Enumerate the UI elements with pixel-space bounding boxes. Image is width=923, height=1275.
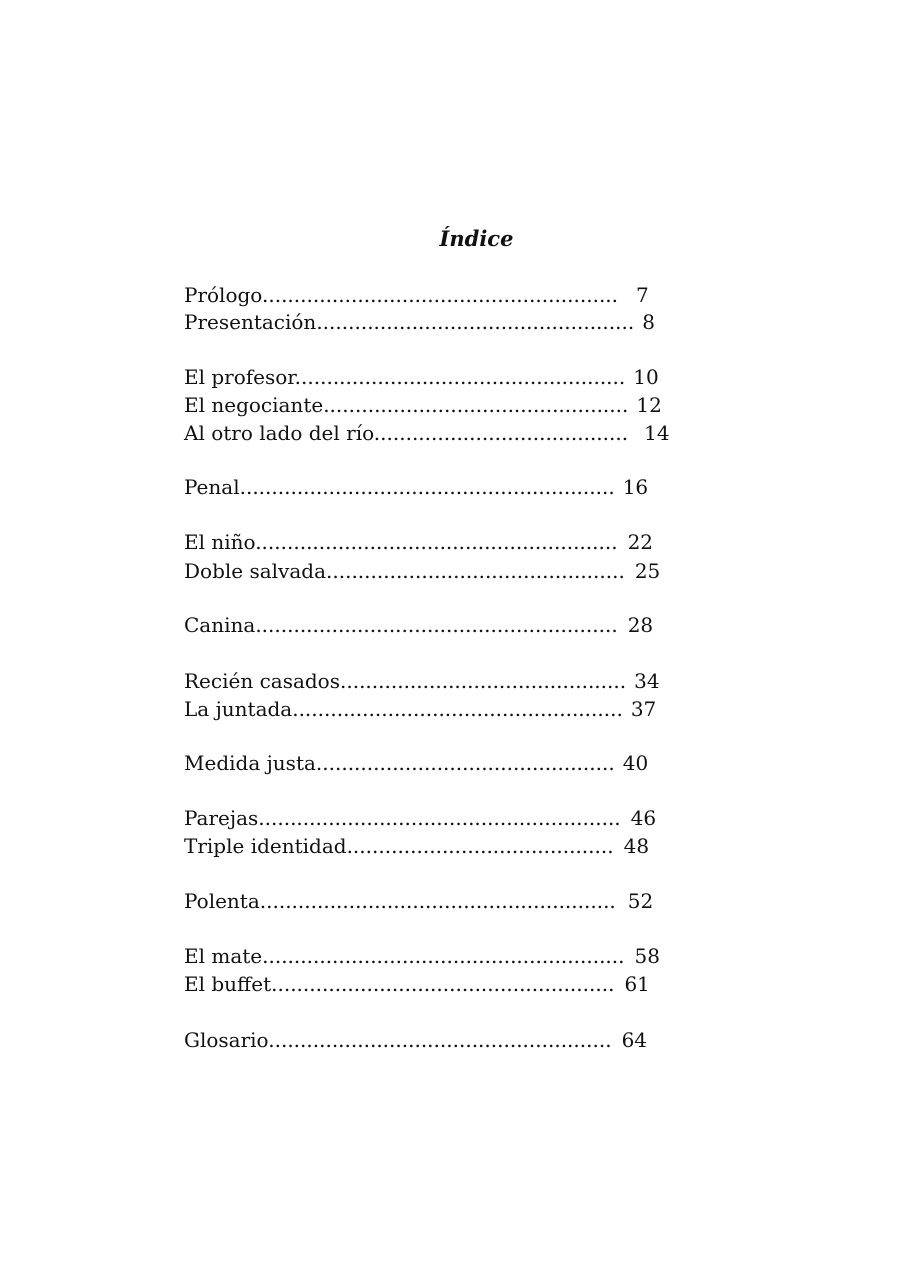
toc-leader-dots: .................................................. xyxy=(316,310,635,334)
toc-entry-triple-identidad[interactable] xyxy=(184,832,649,860)
toc-entry-la-juntada[interactable] xyxy=(184,695,656,723)
toc-entry-label: El buffet xyxy=(184,972,272,996)
toc-leader-dots: .................................................... xyxy=(292,697,623,721)
toc-entry-label: Penal xyxy=(184,475,240,499)
toc-entry-canina[interactable] xyxy=(184,611,653,639)
toc-entry-label: Canina xyxy=(184,613,256,637)
page-title: Índice xyxy=(439,226,514,251)
toc-leader-dots: ......................................................... xyxy=(258,806,621,830)
toc-entry-label: La juntada xyxy=(184,697,293,721)
toc-entry-glosario[interactable] xyxy=(184,1026,647,1054)
toc-entry-label: Al otro lado del río xyxy=(184,421,374,445)
toc-leader-dots: ...................................................... xyxy=(268,1028,612,1052)
toc-page-number: 58 xyxy=(634,944,660,968)
toc-leader-dots: ......................................................... xyxy=(262,944,625,968)
toc-page-number: 64 xyxy=(621,1028,648,1052)
toc-entry-medida-justa[interactable] xyxy=(184,749,648,777)
toc-page-number: 46 xyxy=(630,806,657,830)
toc-leader-dots: ........................................................... xyxy=(239,475,615,499)
toc-page-number: 7 xyxy=(636,283,649,307)
toc-page-number: 22 xyxy=(627,530,654,554)
toc-leader-dots: ........................................................ xyxy=(262,283,619,307)
toc-entry-label: Presentación xyxy=(184,310,317,334)
toc-leader-dots: ...................................................... xyxy=(271,972,615,996)
toc-page-number: 52 xyxy=(627,889,654,913)
toc-page-number: 48 xyxy=(623,834,650,858)
toc-page-number: 34 xyxy=(634,669,660,693)
toc-entry-label: El negociante xyxy=(184,393,324,417)
toc-entry-recien-casados[interactable] xyxy=(184,667,660,695)
toc-entry-polenta[interactable] xyxy=(184,887,653,915)
toc-entry-label: Prólogo xyxy=(184,283,262,307)
toc-page-number: 37 xyxy=(630,697,657,721)
toc-entry-el-mate[interactable] xyxy=(184,942,660,970)
toc-page-number: 61 xyxy=(624,972,650,996)
toc-leader-dots: ................................................ xyxy=(323,393,629,417)
toc-page-number: 25 xyxy=(634,559,661,583)
toc-entry-label: Triple identidad xyxy=(184,834,347,858)
toc-entry-label: El mate xyxy=(184,944,263,968)
toc-leader-dots: .......................................... xyxy=(346,834,614,858)
toc-leader-dots: ........................................ xyxy=(373,421,629,445)
toc-entry-el-profesor[interactable] xyxy=(184,363,659,391)
toc-page-number: 12 xyxy=(636,393,662,417)
toc-entry-al-otro-lado-del-rio[interactable] xyxy=(184,419,670,447)
toc-entry-label: Polenta xyxy=(184,889,260,913)
toc-leader-dots: ......................................................... xyxy=(255,613,618,637)
toc-entry-presentacion[interactable] xyxy=(184,308,655,336)
toc-entry-doble-salvada[interactable] xyxy=(184,557,660,585)
toc-page-number: 14 xyxy=(644,421,670,445)
toc-leader-dots: ......................................................... xyxy=(255,530,618,554)
toc-entry-label: Doble salvada xyxy=(184,559,327,583)
toc-leader-dots: ........................................................ xyxy=(259,889,616,913)
toc-entry-label: El niño xyxy=(184,530,256,554)
toc-leader-dots: ............................................... xyxy=(326,559,625,583)
toc-leader-dots: ............................................. xyxy=(340,669,627,693)
toc-entry-el-buffet[interactable] xyxy=(184,970,650,998)
toc-entry-el-nino[interactable] xyxy=(184,528,653,556)
toc-entry-label: El profesor xyxy=(184,365,295,389)
toc-entry-el-negociante[interactable] xyxy=(184,391,662,419)
toc-page-number: 8 xyxy=(642,310,655,334)
toc-leader-dots: ............................................... xyxy=(315,751,615,775)
toc-entry-label: Medida justa xyxy=(184,751,316,775)
toc-leader-dots: .................................................... xyxy=(294,365,626,389)
toc-page-number: 40 xyxy=(622,751,649,775)
toc-entry-prologo[interactable] xyxy=(184,281,649,309)
toc-entry-label: Parejas xyxy=(184,806,259,830)
toc-entry-label: Glosario xyxy=(184,1028,269,1052)
toc-entry-penal[interactable] xyxy=(184,473,648,501)
toc-page-number: 10 xyxy=(633,365,659,389)
toc-page-number: 16 xyxy=(622,475,649,499)
toc-entry-label: Recién casados xyxy=(184,669,340,693)
toc-entry-parejas[interactable] xyxy=(184,804,656,832)
toc-page-number: 28 xyxy=(627,613,654,637)
